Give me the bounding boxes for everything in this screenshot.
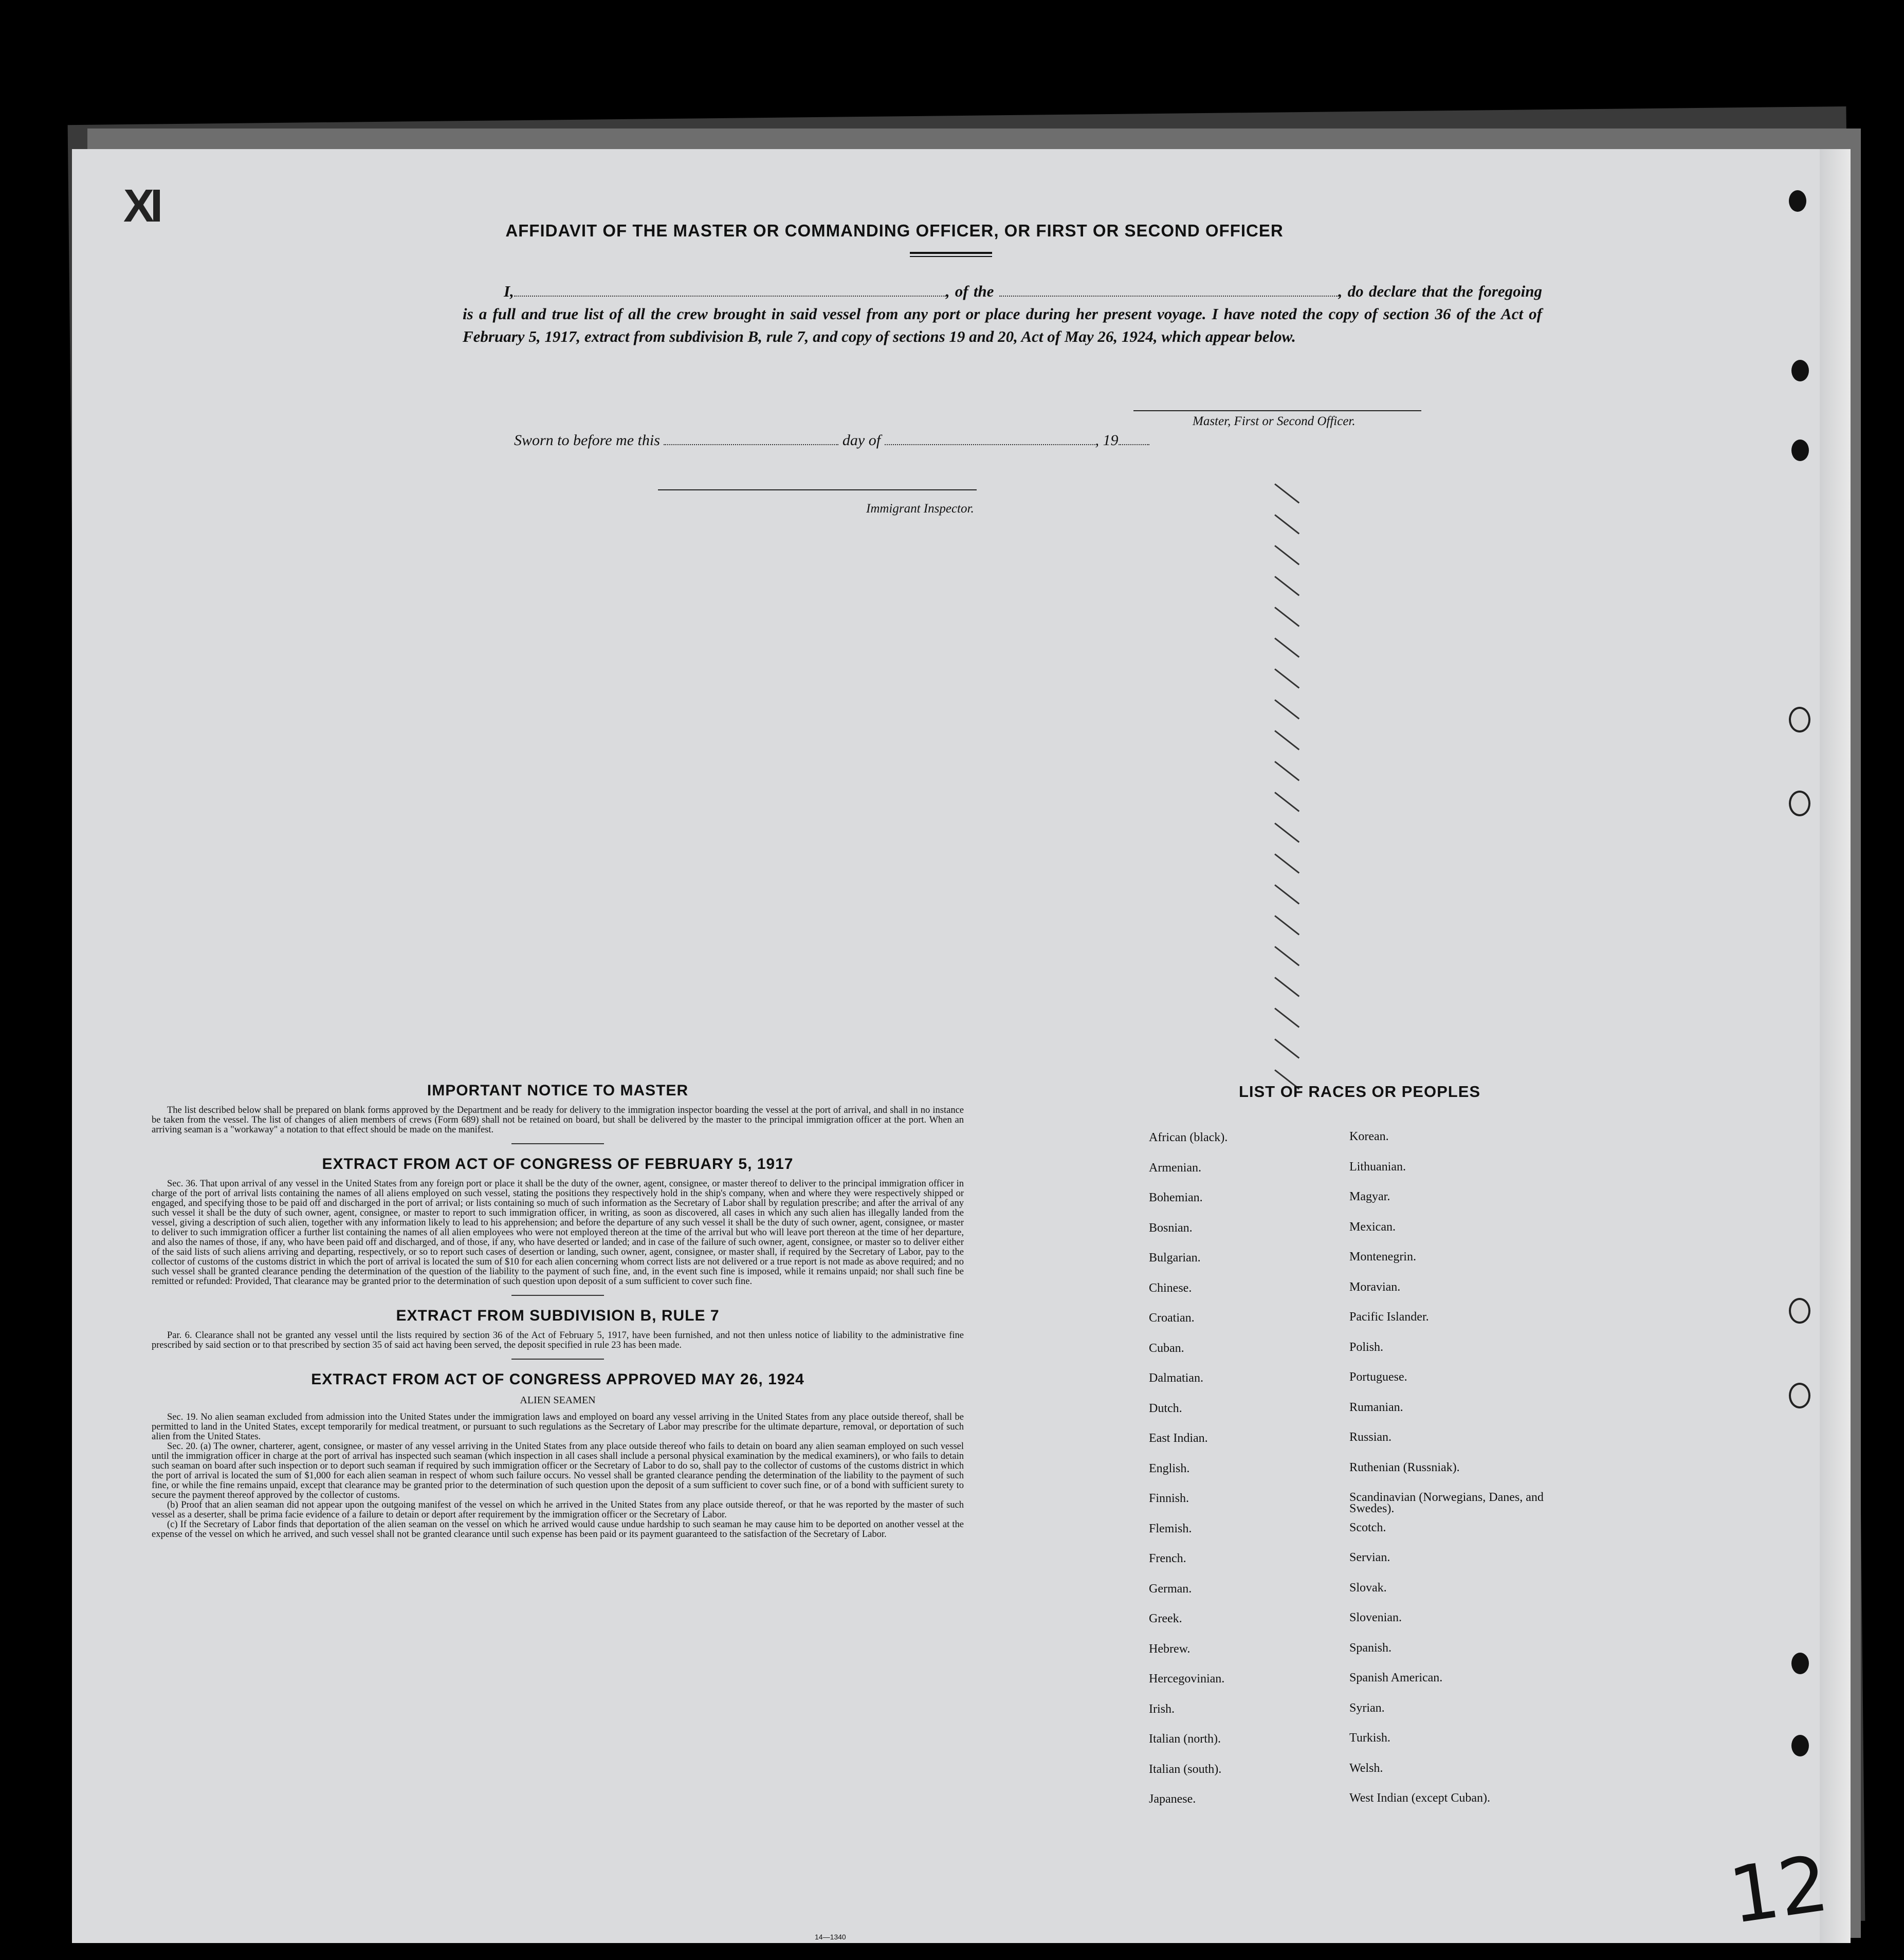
sec-19: Sec. 19. No alien seaman excluded from admission into the United States under the immigration laws and employed on board any vessel arriving in the United States from any place outside thereof, shall be permitted to land in the United States, except temporarily for medical treatment, or pursuant to such regulations as the Secretary of Labor may prescribe for the ultimate departure, removal, or deportation of such alien from the United States. (152, 1412, 964, 1442)
name-blank[interactable] (514, 283, 946, 297)
alien-seamen-subtitle: ALIEN SEAMEN (520, 1395, 596, 1406)
race-name: German. (1149, 1582, 1192, 1596)
race-name: Scotch. (1349, 1521, 1386, 1534)
race-name: Korean. (1349, 1130, 1389, 1143)
do-declare-label: , do declare (1338, 282, 1417, 300)
race-name: Spanish American. (1349, 1671, 1443, 1684)
binder-hole-icon (1789, 791, 1810, 816)
race-name: West Indian (except Cuban). (1349, 1791, 1490, 1805)
notice-title: IMPORTANT NOTICE TO MASTER (427, 1082, 689, 1099)
title-underline (910, 256, 992, 257)
race-name: Magyar. (1349, 1190, 1390, 1203)
race-name: Slovak. (1349, 1581, 1387, 1595)
race-name: East Indian. (1149, 1432, 1208, 1445)
sec-20a: Sec. 20. (a) The owner, charterer, agent, consignee, or master of any vessel arriving in the United States from any place outside thereof who fails to detain on board any alien seaman employed on such vessel until the immigration officer in charge at the port of arrival has inspected such seaman (which inspection in all cases shall include a personal physical examination by the medical examiners), or who fails to detain such seaman on board after such inspection or to deport such seaman if required by such immigration officer or the Secretary of Labor to do so, shall pay to the collector of customs of the customs district in which the port of arrival is located the sum of $1,000 for each alien seaman in respect of whom such failure occurs. No vessel shall be granted clearance pending the determination of the liability to the payment of such fine, or while the fine remains unpaid, except that clearance may be granted prior to the determination of such question upon the deposit of a sum sufficient to cover such fine, or of a bond with sufficient surety to secure the payment thereof approved by the collector of customs. (152, 1441, 964, 1500)
race-name: Finnish. (1149, 1492, 1189, 1505)
extract-1924-title: EXTRACT FROM ACT OF CONGRESS APPROVED MAY 26, 1924 (311, 1371, 804, 1388)
race-row (1149, 1522, 1591, 1552)
race-name: Russian. (1349, 1431, 1392, 1444)
binder-hole-icon (1791, 439, 1809, 461)
race-row (1149, 1672, 1591, 1702)
race-row (1149, 1702, 1591, 1733)
document-page (72, 149, 1851, 1943)
vessel-blank[interactable] (999, 283, 1339, 297)
sworn-line (514, 432, 1149, 449)
races-title: LIST OF RACES OR PEOPLES (1238, 1083, 1481, 1101)
race-row (1149, 1161, 1591, 1192)
race-name: Servian. (1349, 1551, 1390, 1564)
binder-hole-icon (1789, 1298, 1810, 1324)
race-row (1149, 1281, 1591, 1312)
declaration-statement: that the foregoing is a full and true list of all the crew brought in said vessel from any port or place during her present voyage. I have noted the copy of section 36 of the Act of February 5, 1917, extract from subdivision B, rule 7, and copy of sections 19 and 20, Act of May 26, 1924, which appear below. (463, 282, 1542, 345)
race-name: Dutch. (1149, 1401, 1182, 1415)
sec-20c: (c) If the Secretary of Labor finds that deportation of the alien seaman on the vessel on which he arrived would cause undue hardship to such seaman he may cause him to be deported on another vessel at the expense of the vessel on which he arrived, and such vessel shall not be granted clearance until such expense has been paid or its payment guaranteed to the satisfaction of the Secretary of Labor. (152, 1519, 964, 1540)
extract-1917-text: Sec. 36. That upon arrival of any vessel in the United States from any foreign port or place it shall be the duty of the owner, agent, consignee, or master thereof to deliver to the principal immigration officer in charge of the port of arrival lists containing the names of all aliens employed on such vessel, stating the positions they respectively hold in the ship's company, when and where they were respectively shipped or engaged, and specifying those to be paid off and discharged in the port of arrival; or lists containing so much of such information as the Secretary of Labor shall by regulation prescribe; and after the arrival of any such vessel it shall be the duty of such owner, agent, consignee, or master to report to such immigration officer, in writing, as soon as discovered, all cases in which any such alien has illegally landed from the vessel, giving a description of such alien, together with any information likely to lead to his apprehension; and before the departure of any such vessel it shall be the duty of such owner, agent, consignee, or master to deliver to such immigration officer a further list containing the names of all alien employees who were not employed thereon at the time of the arrival but who will leave port thereon at the time of her departure, and also the names of those, if any, who have been paid off and discharged, and of those, if any, who have deserted or landed; and in case of the failure of such owner, agent, consignee, or master so to deliver either of the said lists of such aliens arriving and departing, respectively, or so to report such cases of desertion or landing, such owner, agent, consignee, or master shall, if required by the Secretary of Labor, pay to the collector of customs of the customs district in which the port of arrival is located the sum of $10 for each alien concerning whom correct lists are not delivered or a true report is not made as above required; and no such vessel shall be granted clearance pending the determination of the question of the liability to the payment of such fine, and, in the event such fine is imposed, while it remains unpaid; nor shall such fine be remitted or refunded: Provided, That clearance may be granted prior to the determination of such question upon deposit of a sum sufficient to cover such fine. (152, 1179, 964, 1287)
title-underline (910, 252, 992, 254)
page-edge-strip (1820, 149, 1851, 1943)
race-name: Lithuanian. (1349, 1160, 1406, 1174)
race-row (1149, 1131, 1591, 1161)
affidavit-title: AFFIDAVIT OF THE MASTER OR COMMANDING OFFICER, OR FIRST OR SECOND OFFICER (505, 221, 1284, 240)
race-row (1149, 1402, 1591, 1432)
declaration-block (463, 280, 1542, 348)
binder-hole-icon (1791, 360, 1809, 381)
divider (511, 1359, 604, 1360)
race-name: Armenian. (1149, 1161, 1201, 1175)
extract-1924-text (152, 1413, 964, 1540)
race-name: Italian (south). (1149, 1762, 1222, 1776)
race-row (1149, 1552, 1591, 1582)
binder-hole-icon (1791, 1653, 1809, 1674)
race-name: Portuguese. (1349, 1370, 1407, 1384)
extract-rule7-title: EXTRACT FROM SUBDIVISION B, RULE 7 (396, 1307, 720, 1324)
form-number: 14—1340 (815, 1933, 846, 1941)
year-blank[interactable] (1119, 432, 1149, 445)
race-name: Japanese. (1149, 1792, 1196, 1806)
race-name: Syrian. (1349, 1701, 1385, 1715)
race-name: English. (1149, 1461, 1190, 1475)
handwritten-page-number: 12 (1724, 1839, 1834, 1941)
race-row (1149, 1191, 1591, 1221)
race-name: Montenegrin. (1349, 1250, 1416, 1263)
race-row (1149, 1642, 1591, 1673)
race-row (1149, 1432, 1591, 1462)
race-row (1149, 1763, 1591, 1793)
race-name: Welsh. (1349, 1761, 1383, 1775)
race-name: Hebrew. (1149, 1642, 1191, 1656)
race-row (1149, 1251, 1591, 1281)
race-name: Ruthenian (Russniak). (1349, 1460, 1460, 1474)
inspector-caption: Immigrant Inspector. (866, 502, 974, 516)
legal-extracts-column (152, 1082, 964, 1540)
race-name: Dalmatian. (1149, 1371, 1203, 1385)
year-label: , 19 (1095, 432, 1119, 449)
race-name: Italian (north). (1149, 1732, 1221, 1746)
binder-hole-icon (1789, 1383, 1810, 1408)
race-row (1149, 1582, 1591, 1613)
extract-1917-title: EXTRACT FROM ACT OF CONGRESS OF FEBRUARY 5, 1917 (322, 1156, 794, 1173)
month-blank[interactable] (885, 432, 1095, 445)
signature-line[interactable] (1133, 410, 1421, 411)
day-of-label: day of (842, 432, 881, 449)
race-name: African (black). (1149, 1131, 1228, 1144)
race-name: Bosnian. (1149, 1221, 1193, 1235)
race-row (1149, 1732, 1591, 1763)
race-name: Rumanian. (1349, 1400, 1403, 1414)
race-name: Chinese. (1149, 1281, 1192, 1295)
race-name: Croatian. (1149, 1311, 1195, 1325)
race-name: Turkish. (1349, 1731, 1390, 1745)
race-name: French. (1149, 1552, 1186, 1565)
race-row (1149, 1221, 1591, 1252)
race-row (1149, 1612, 1591, 1642)
binder-hole-icon (1791, 1735, 1809, 1756)
race-name: Slovenian. (1349, 1611, 1402, 1624)
race-name: Spanish. (1349, 1641, 1392, 1655)
race-name: Moravian. (1349, 1280, 1401, 1294)
race-row (1149, 1371, 1591, 1402)
race-row (1149, 1311, 1591, 1342)
day-blank[interactable] (664, 432, 838, 445)
corner-mark: XI (123, 180, 159, 232)
race-row (1149, 1792, 1591, 1823)
race-name: Cuban. (1149, 1341, 1184, 1355)
divider (511, 1143, 604, 1144)
race-name: Hercegovinian. (1149, 1672, 1225, 1686)
divider (511, 1295, 604, 1296)
binder-hole-icon (1789, 190, 1806, 212)
race-name: Pacific Islander. (1349, 1310, 1429, 1324)
race-name: Polish. (1349, 1340, 1384, 1354)
race-name: Bohemian. (1149, 1191, 1203, 1204)
race-name: Bulgarian. (1149, 1251, 1201, 1265)
race-row (1149, 1342, 1591, 1372)
sworn-label: Sworn to before me this (514, 432, 660, 449)
inspector-signature-line[interactable] (658, 489, 977, 490)
race-name: Greek. (1149, 1612, 1182, 1625)
race-row (1149, 1462, 1591, 1492)
sec-20b: (b) Proof that an alien seaman did not appear upon the outgoing manifest of the vessel on which he arrived in the United States from any place outside thereof, or that he was reported by the master of such vessel as a deserter, shall be prima facie evidence of a failure to detain or deport after requirement by the immigration officer or the Secretary of Labor. (152, 1500, 964, 1520)
race-row (1149, 1492, 1591, 1522)
binder-hole-icon (1789, 707, 1810, 732)
extract-rule7-text: Par. 6. Clearance shall not be granted any vessel until the lists required by section 36 of the Act of February 5, 1917, have been furnished, and not then unless notice of liability to the administrative fine prescribed by said section or to that prescribed by section 35 of said act having been served, the deposit specified in rule 23 has been made. (152, 1330, 964, 1350)
notice-text: The list described below shall be prepared on blank forms approved by the Department and be ready for delivery to the immigration inspector boarding the vessel at the port of arrival, and shall in no instance be taken from the vessel. The list of changes of alien members of crews (Form 689) shall not be retained on board, but shall be delivered by the master to the principal immigration officer at the port. When an arriving seaman is a "workaway" a notation to that effect should be made on the manifest. (152, 1105, 964, 1135)
race-name: Irish. (1149, 1702, 1175, 1716)
signature-caption: Master, First or Second Officer. (1193, 414, 1356, 428)
race-name: Scandinavian (Norwegians, Danes, and Swedes). (1349, 1491, 1544, 1515)
i-label: I, (504, 282, 514, 300)
of-the-label: , of the (945, 282, 994, 300)
race-name: Mexican. (1349, 1220, 1396, 1234)
race-name: Flemish. (1149, 1522, 1192, 1535)
races-list (1149, 1131, 1591, 1823)
